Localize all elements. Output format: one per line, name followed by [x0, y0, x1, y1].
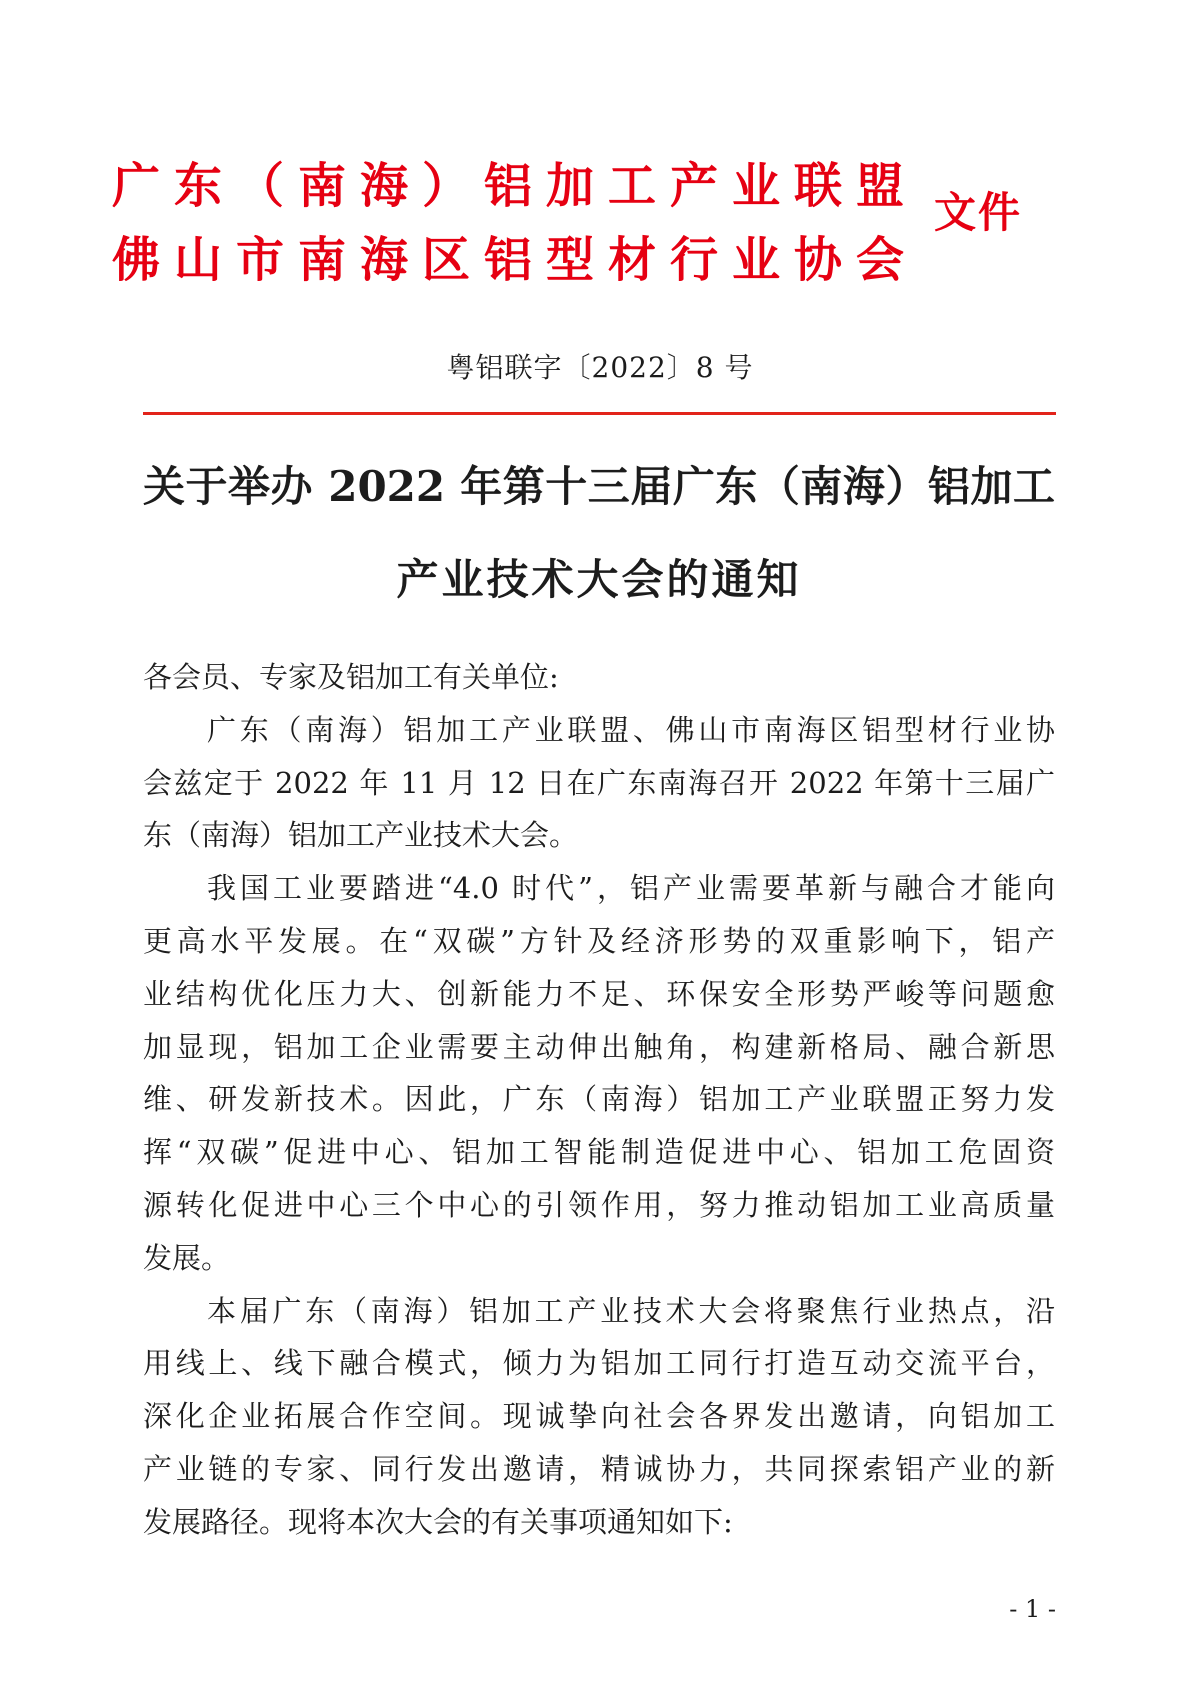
document-title-line-2: 产业技术大会的通知 [396, 555, 802, 604]
paragraph-line: 用线上、线下融合模式，倾力为铝加工同行打造互动交流平台， [143, 1346, 1055, 1381]
body-paragraph-2 [143, 862, 1055, 1284]
paragraph-line: 发展。 [143, 1240, 231, 1275]
paragraph-line: 挥“双碳”促进中心、铝加工智能制造促进中心、铝加工危固资 [143, 1135, 1055, 1170]
paragraph-line: 产业链的专家、同行发出邀请，精诚协力，共同探索铝产业的新 [143, 1451, 1055, 1486]
paragraph-line: 东（南海）铝加工产业技术大会。 [143, 818, 579, 853]
body-paragraph-3 [143, 1285, 1055, 1549]
salutation: 各会员、专家及铝加工有关单位: [143, 660, 559, 694]
paragraph-line: 发展路径。现将本次大会的有关事项通知如下: [143, 1504, 733, 1539]
paragraph-line: 源转化促进中心三个中心的引领作用，努力推动铝加工业高质量 [143, 1187, 1055, 1222]
paragraph-line: 维、研发新技术。因此，广东（南海）铝加工产业联盟正努力发 [143, 1082, 1055, 1117]
document-number: 粤铝联字〔2022〕8 号 [446, 351, 754, 384]
header-org-line-1: 广东（南海）铝加工产业联盟 [112, 158, 904, 214]
header-org-line-2: 佛山市南海区铝型材行业协会 [112, 232, 904, 288]
paragraph-line: 深化企业拓展合作空间。现诚挚向社会各界发出邀请，向铝加工 [143, 1399, 1055, 1434]
paragraph-line: 广东（南海）铝加工产业联盟、佛山市南海区铝型材行业协 [207, 712, 1055, 747]
document-title-line-1: 关于举办 2022 年第十三届广东（南海）铝加工 [143, 462, 1055, 511]
document-body [143, 651, 1055, 1549]
paragraph-line: 本届广东（南海）铝加工产业技术大会将聚焦行业热点，沿 [207, 1293, 1055, 1328]
page-number: - 1 - [1009, 1595, 1056, 1623]
paragraph-line: 我国工业要踏进“4.0 时代”，铝产业需要革新与融合才能向 [207, 871, 1055, 906]
paragraph-line: 更高水平发展。在“双碳”方针及经济形势的双重影响下，铝产 [143, 923, 1055, 958]
body-paragraph-1 [143, 704, 1055, 862]
header-doc-type: 文件 [934, 188, 1023, 237]
paragraph-line: 会兹定于 2022 年 11 月 12 日在广东南海召开 2022 年第十三届广 [143, 765, 1055, 800]
red-divider-rule [143, 412, 1056, 415]
paragraph-line: 业结构优化压力大、创新能力不足、环保安全形势严峻等问题愈 [143, 976, 1055, 1011]
paragraph-line: 加显现，铝加工企业需要主动伸出触角，构建新格局、融合新思 [143, 1029, 1055, 1064]
